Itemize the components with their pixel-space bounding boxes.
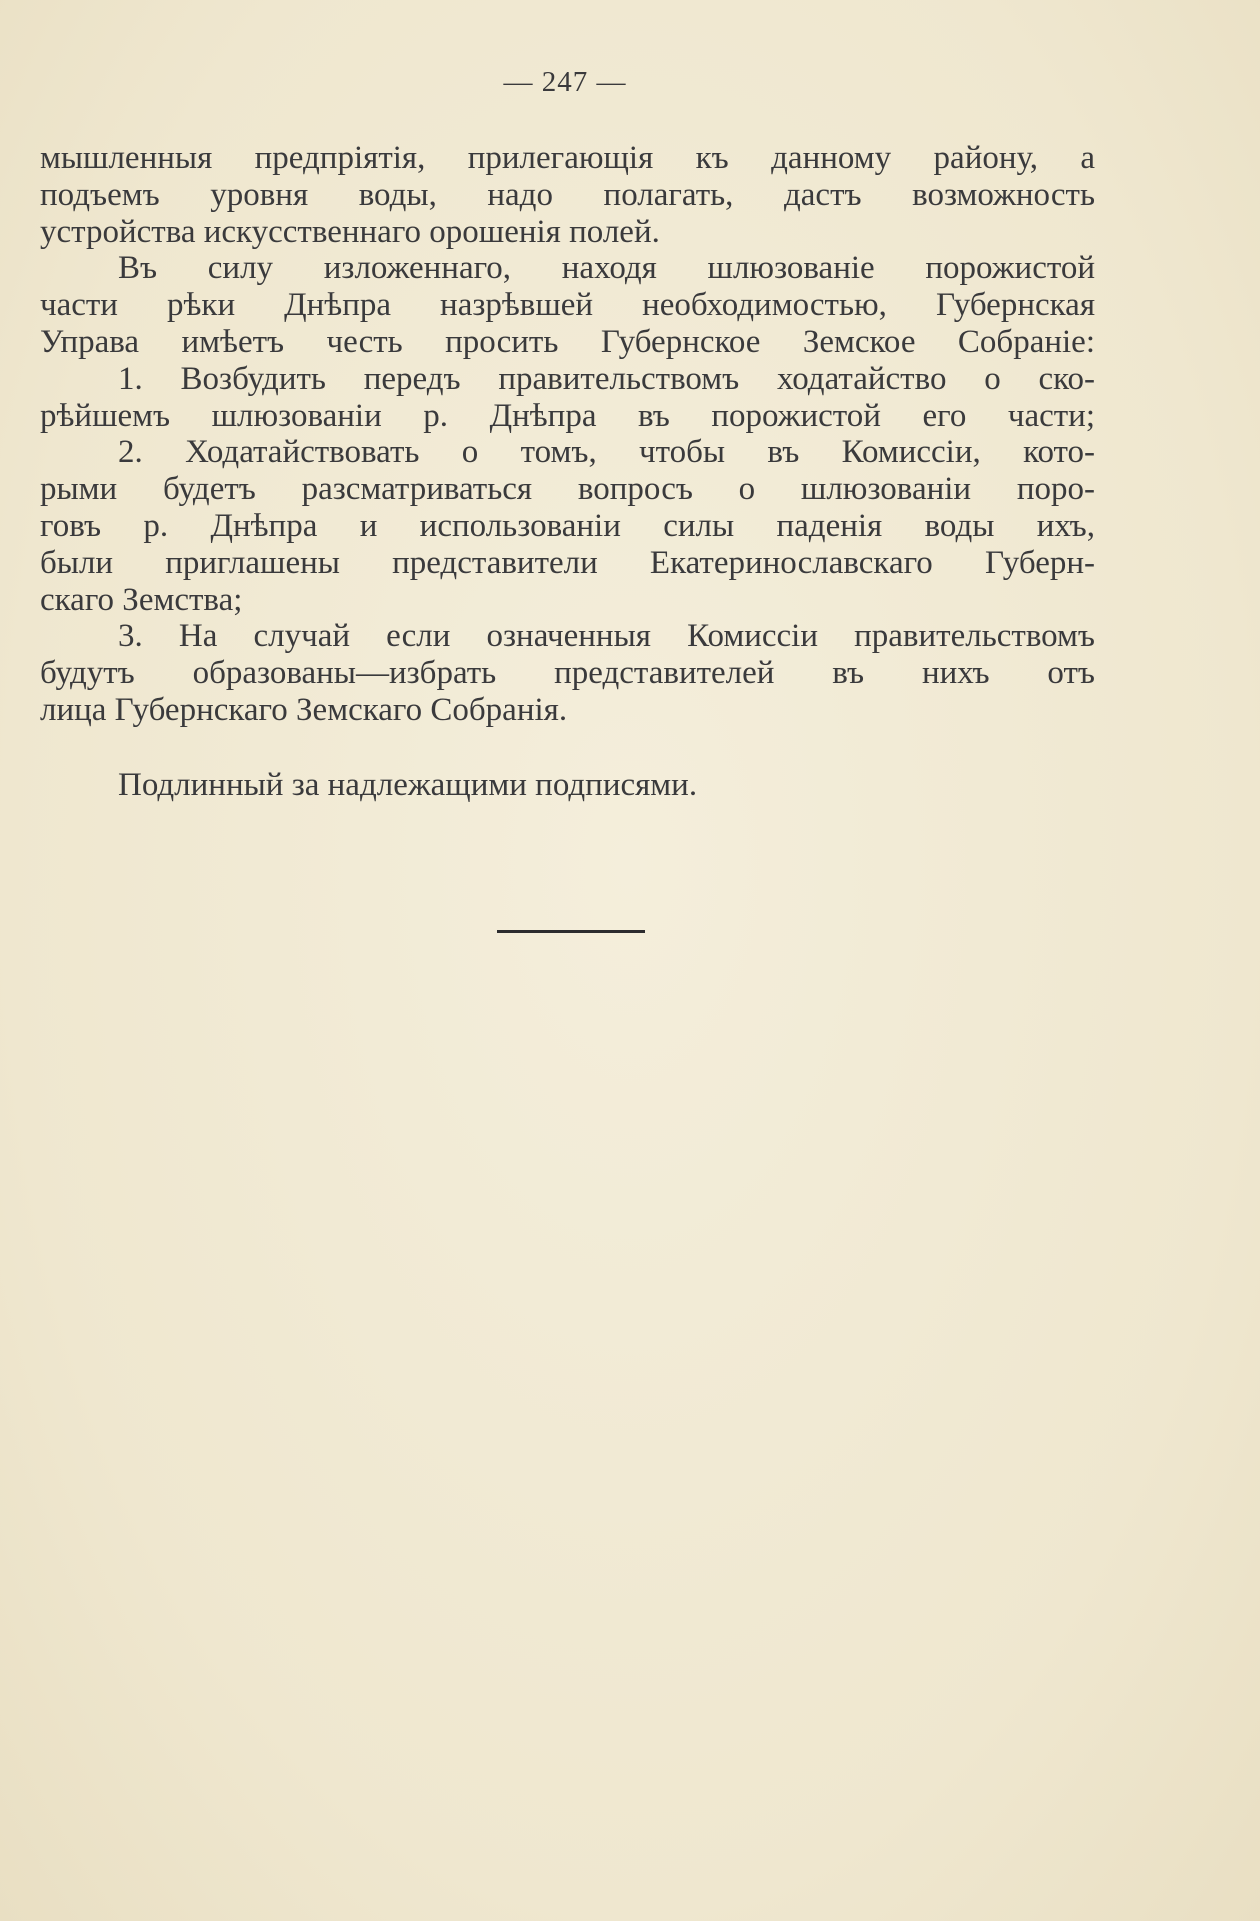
text-line: говъ р. Днѣпра и использованіи силы паденія воды ихъ, <box>40 507 1095 544</box>
closing-note: Подлинный за надлежащими подписями. <box>118 767 698 803</box>
page-number: — 247 — <box>503 66 627 98</box>
list-item-2: 2. Ходатайствовать о томъ, чтобы въ Комиссіи, кото- <box>118 434 1095 471</box>
text-line: части рѣки Днѣпра назрѣвшей необходимостью, Губернская <box>40 287 1095 324</box>
text-line: скаго Земства; <box>40 581 243 618</box>
text-line: мышленныя предпріятія, прилегающія къ данному району, а <box>40 140 1095 176</box>
text-line: были приглашены представители Екатеринославскаго Губерн- <box>40 544 1095 581</box>
list-item-1: 1. Возбудить передъ правительствомъ ходатайство о ско- <box>118 360 1095 397</box>
text-line: будутъ образованы—избрать представителей въ нихъ отъ <box>40 655 1095 692</box>
text-line: рыми будетъ разсматриваться вопросъ о шлюзованіи поро- <box>40 471 1095 508</box>
text-line: рѣйшемъ шлюзованіи р. Днѣпра въ порожистой его части; <box>40 397 1095 434</box>
text-line: Управа имѣетъ честь просить Губернское Земское Собраніе: <box>40 323 1095 360</box>
text-line: устройства искусственнаго орошенія полей. <box>40 213 660 250</box>
text-line: подъемъ уровня воды, надо полагать, дастъ возможность <box>40 176 1095 213</box>
divider-rule <box>497 930 645 933</box>
list-item-3: 3. На случай если означенныя Комиссіи правительствомъ <box>118 618 1095 655</box>
body-text <box>40 140 1095 729</box>
text-line: лица Губернскаго Земскаго Собранія. <box>40 691 568 728</box>
text-line: Въ силу изложеннаго, находя шлюзованіе порожистой <box>118 250 1095 287</box>
